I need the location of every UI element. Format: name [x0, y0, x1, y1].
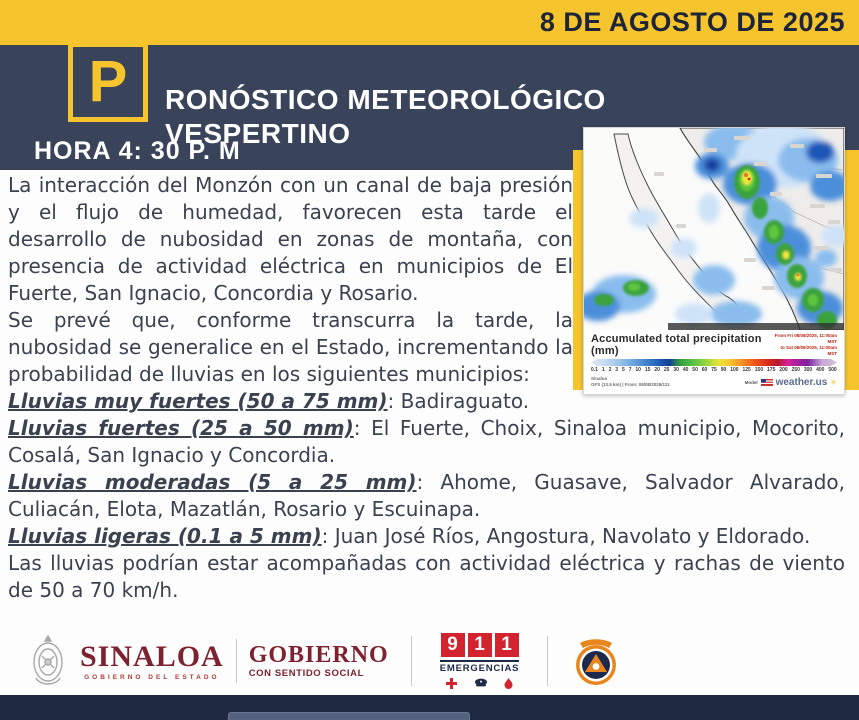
rain-level-heavy	[8, 415, 845, 469]
scale-tick: 3	[615, 367, 619, 373]
scale-tick: 40	[682, 367, 689, 373]
forecast-time: HORA 4: 30 P. M	[34, 137, 241, 165]
bottom-handle	[228, 712, 470, 720]
bulletin-date: 8 DE AGOSTO DE 2025	[539, 7, 845, 37]
scale-tick: 500	[828, 367, 837, 373]
scale-tick: 400	[816, 367, 825, 373]
gobierno-wordmark: GOBIERNO	[248, 642, 389, 668]
scale-tick: 20	[654, 367, 660, 373]
bottom-bar	[0, 695, 859, 720]
rain-level-municipalities: : Badiraguato.	[387, 389, 530, 413]
scale-tick: 150	[754, 367, 764, 373]
legend-valid-from: From Fri 08/08/2025, 11:00am MST	[774, 333, 837, 344]
emergency-911-logo	[440, 633, 520, 689]
rain-level-municipalities: : Ahome, Guasave, Salvador Alvarado, Culiacán, Elota, Mazatlán, Rosario y Escuinapa.	[8, 470, 845, 521]
rain-level-light	[8, 523, 845, 550]
sinaloa-government-logo	[26, 632, 389, 690]
sinaloa-coat-of-arms-icon	[26, 632, 70, 690]
model-label: Model	[744, 380, 758, 385]
date-bar	[0, 0, 859, 45]
p-logo	[68, 42, 148, 122]
scale-tick: 200	[779, 367, 788, 373]
page-title-line1: RONÓSTICO METEOROLÓGICO	[165, 84, 606, 115]
scale-tick: 5	[621, 367, 625, 373]
page-title-line2: VESPERTINO	[165, 118, 351, 149]
emergency-digit: 1	[495, 633, 519, 657]
brand-name: weather.us	[775, 377, 828, 388]
emergency-icons	[440, 678, 520, 689]
forecast-paragraph-2: Se prevé que, conforme transcurra la tarde, la nubosidad se generalice en el Estado, incrementando la probabilidad de lluvias en los siguientes municipios:	[8, 308, 573, 386]
sinaloa-subtitle: GOBIERNO DEL ESTADO	[84, 673, 220, 681]
rain-level-municipalities: : El Fuerte, Choix, Sinaloa municipio, Mocorito, Cosalá, San Ignacio y Concordia.	[8, 416, 845, 467]
footer-logos	[0, 628, 859, 694]
gobierno-subtitle: CON SENTIDO SOCIAL	[248, 668, 365, 679]
legend-title: Accumulated total precipitation (mm)	[591, 333, 762, 357]
scale-tick: 250	[791, 367, 800, 373]
scale-tick: 100	[730, 367, 739, 373]
emergency-digit: 9	[441, 633, 465, 657]
medical-cross-icon	[446, 678, 457, 689]
forecast-paragraph-1: La interacción del Monzón con un canal de baja presión y el flujo de humedad, favorecen esta tarde el desarrollo de nubosidad en zonas de montaña, con presencia de actividad eléctrica en municipios de El Fuerte, San Ignacio, Concordia y Rosario.	[8, 173, 573, 305]
scale-tick: 0.1	[591, 367, 598, 373]
sun-icon: ✳	[830, 378, 837, 387]
scale-tick: 75	[711, 367, 717, 373]
footer-divider	[411, 636, 412, 686]
scale-tick: 25	[663, 367, 670, 373]
rain-level-moderate	[8, 469, 845, 523]
sinaloa-wordmark: SINALOA	[80, 639, 224, 673]
scale-tick: 125	[742, 367, 751, 373]
model-region: Sinaloa	[591, 376, 608, 381]
scale-tick: 15	[644, 367, 651, 373]
rain-level-label: Lluvias moderadas (5 a 25 mm)	[8, 470, 417, 494]
scale-tick: 1	[601, 367, 605, 373]
rain-level-municipalities: : Juan José Ríos, Angostura, Navolato y Eldorado.	[321, 524, 811, 548]
police-cap-icon	[474, 678, 488, 688]
model-run: GFS (13.5 km) | From: 08/08/2025/12z	[591, 382, 670, 387]
emergencias-label: EMERGENCIAS	[440, 660, 520, 674]
rain-level-label: Lluvias ligeras (0.1 a 5 mm)	[8, 524, 322, 548]
rain-level-label: Lluvias muy fuertes (50 a 75 mm)	[8, 389, 388, 413]
scale-tick: 60	[701, 367, 708, 373]
logo-divider	[236, 639, 237, 683]
emergency-digit: 1	[468, 633, 492, 657]
proteccion-civil-logo	[572, 633, 620, 689]
scale-tick: 50	[692, 367, 698, 373]
p-logo-letter: P	[88, 49, 128, 114]
scale-tick: 10	[635, 367, 641, 373]
scale-tick: 300	[803, 367, 813, 373]
scale-tick: 2	[608, 367, 612, 373]
rain-level-label: Lluvias fuertes (25 a 50 mm)	[8, 416, 354, 440]
footer-divider	[547, 636, 548, 686]
scale-tick: 175	[767, 367, 776, 373]
scale-tick: 30	[673, 367, 679, 373]
legend-valid-to: to Sat 08/09/2025, 11:00am MST	[780, 345, 837, 356]
scale-tick: 90	[720, 367, 727, 373]
scale-tick: 7	[628, 367, 632, 373]
forecast-closing: Las lluvias podrían estar acompañadas con actividad eléctrica y rachas de viento de 50 a 70 km/h.	[8, 551, 845, 602]
map-spacer	[573, 172, 845, 396]
forecast-body	[0, 170, 859, 604]
fire-icon	[504, 678, 513, 689]
emergency-digits	[440, 633, 520, 657]
